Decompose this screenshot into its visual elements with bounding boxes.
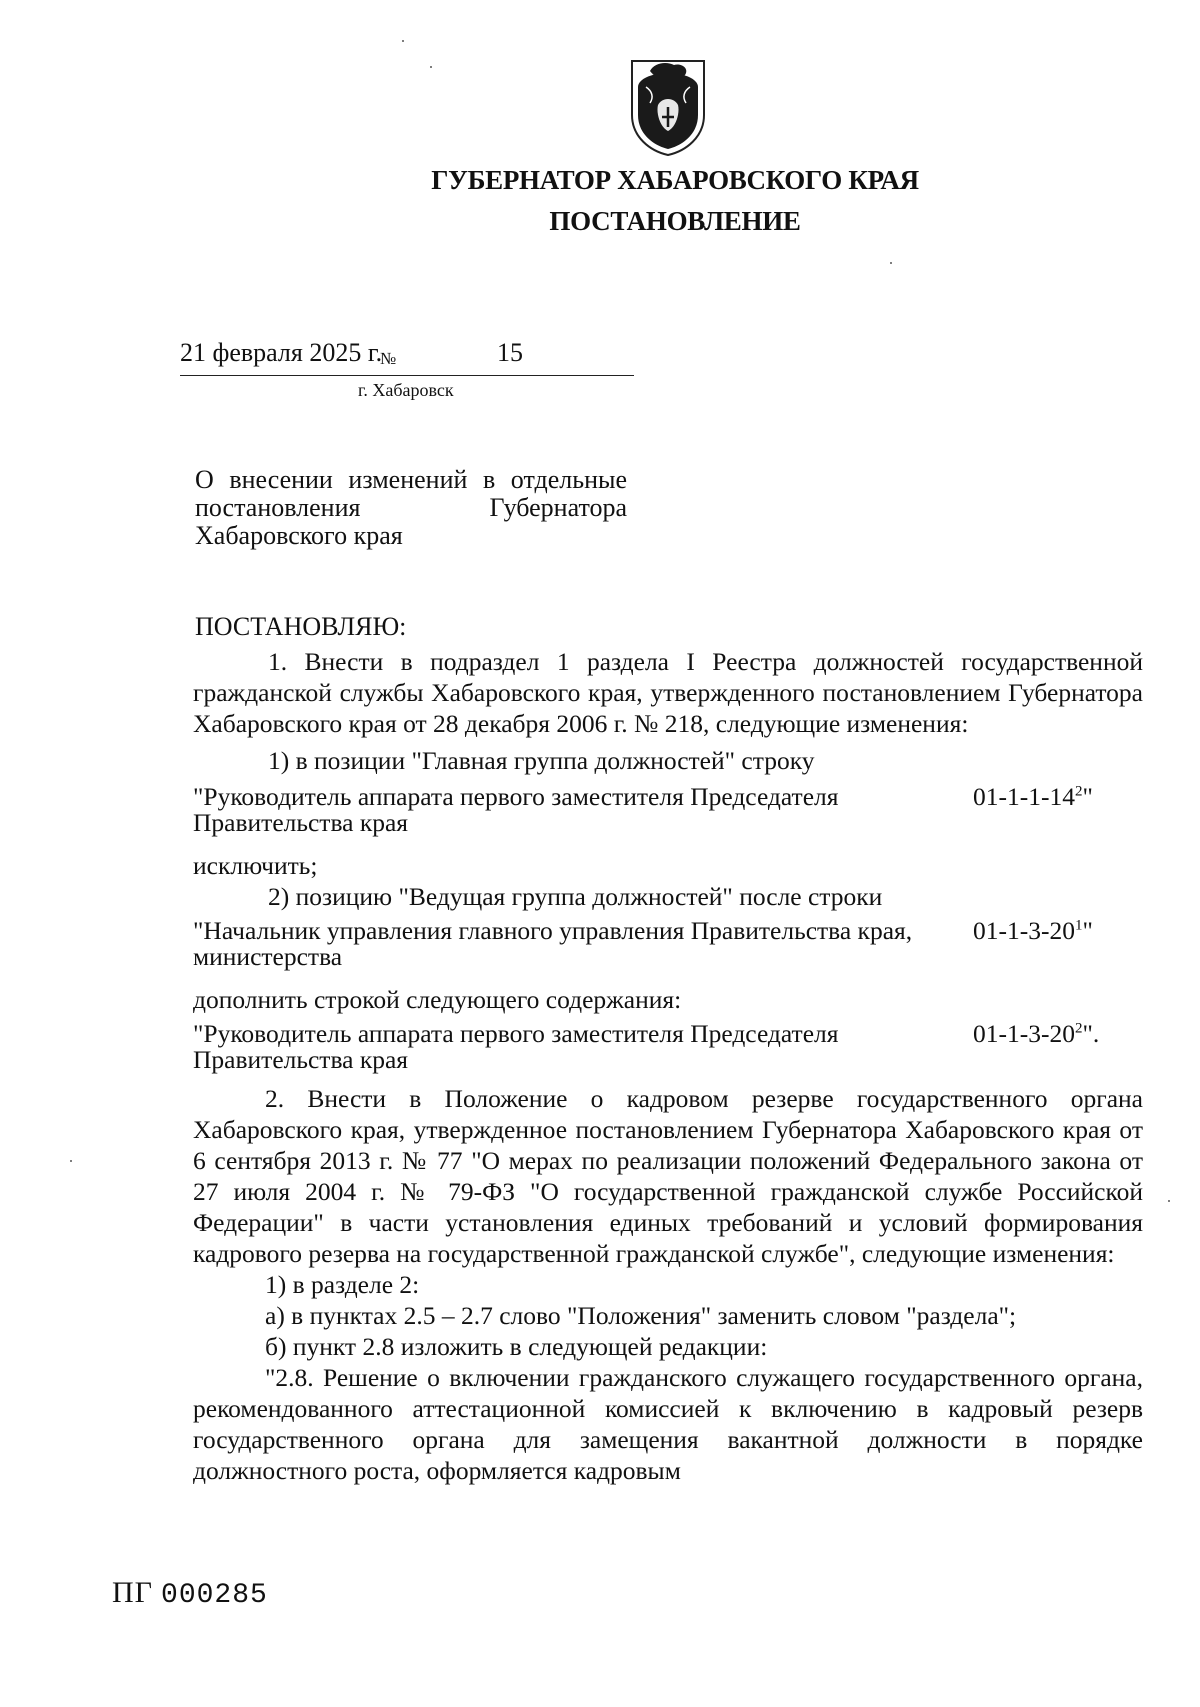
paragraph-1-item-1: 1) в позиции "Главная группа должностей" строку	[268, 746, 815, 775]
paragraph-2-item-1: 1) в разделе 2:	[265, 1270, 420, 1299]
registry-row-code: $01-1-3-20^1$"	[973, 916, 1093, 945]
registry-row-title: "Начальник управления главного управления Правительства края, министерства	[193, 916, 913, 971]
registry-row-title: "Руководитель аппарата первого заместителя Председателя Правительства края	[193, 1019, 839, 1074]
subject-line: Хабаровского края	[195, 521, 403, 550]
add-line-text: дополнить строкой следующего содержания:	[193, 985, 682, 1014]
form-serial-number	[112, 1576, 268, 1611]
subject-line: постановления Губернатора	[195, 493, 627, 522]
scan-speck	[430, 66, 432, 68]
paragraph-2-item-1a: а) в пунктах 2.5 – 2.7 слово "Положения" заменить словом "раздела";	[265, 1301, 1017, 1330]
document-city: г. Хабаровск	[358, 380, 454, 400]
document-type-title: ПОСТАНОВЛЕНИЕ	[549, 206, 801, 236]
scan-speck	[1168, 1200, 1170, 1202]
paragraph-2: 2. Внести в Положение о кадровом резерве государственного органа Хабаровского края, утвержденное постановлением Губернатора Хабаровского края от 6 сентября 2013 г. № 77 "О мерах по реализации положений Федерального закона от 27 июля 2004 г. № 79-ФЗ "О государственной гражданской службе Российской Федерации" в части установления единых требований и условий формирования кадрового резерва на государственной гражданской службе", следующие изменения:	[193, 1084, 1143, 1268]
document-number: 15	[497, 338, 523, 367]
exclude-text: исключить;	[193, 851, 318, 880]
coat-of-arms-icon	[628, 57, 708, 157]
registry-row	[193, 918, 1143, 970]
registry-row	[193, 784, 1143, 836]
document-body	[193, 646, 1143, 1486]
clause-2-8: "2.8. Решение о включении гражданского служащего государственного органа, рекомендованного аттестационной комиссией к включению в кадровый резерв государственного органа для замещения вакантной должности в порядке должностного роста, оформляется кадровым	[193, 1363, 1143, 1485]
document-date: 21 февраля 2025 г.	[180, 338, 383, 367]
document-subject	[195, 466, 627, 550]
number-underline	[412, 375, 634, 376]
number-sign: №	[380, 349, 397, 368]
registry-row-title: "Руководитель аппарата первого заместителя Председателя Правительства края	[193, 782, 839, 837]
registry-row	[193, 1021, 1143, 1073]
resolve-heading: ПОСТАНОВЛЯЮ:	[195, 612, 407, 641]
scan-speck	[402, 40, 404, 42]
subject-line: О внесении изменений в отдельные	[195, 465, 627, 494]
paragraph-1: 1. Внести в подраздел 1 раздела I Реестра должностей государственной гражданской службы Хабаровского края, утвержденного постановлением Губернатора Хабаровского края от 28 декабря 2006 г. № 218, следующие изменения:	[193, 647, 1143, 738]
registry-row-code: $01-1-3-20^2$".	[973, 1019, 1100, 1048]
paragraph-1-item-2: 2) позицию "Ведущая группа должностей" после строки	[268, 882, 883, 911]
issuer-title: ГУБЕРНАТОР ХАБАРОВСКОГО КРАЯ	[431, 165, 919, 195]
paragraph-2-item-1b: б) пункт 2.8 изложить в следующей редакции:	[265, 1332, 768, 1361]
form-number: 000285	[161, 1580, 268, 1611]
registry-row-code: $01-1-1-14^2$"	[973, 782, 1093, 811]
form-series: ПГ	[112, 1576, 154, 1609]
date-underline	[180, 375, 412, 376]
scan-speck	[70, 1160, 72, 1162]
scan-speck	[890, 262, 892, 264]
